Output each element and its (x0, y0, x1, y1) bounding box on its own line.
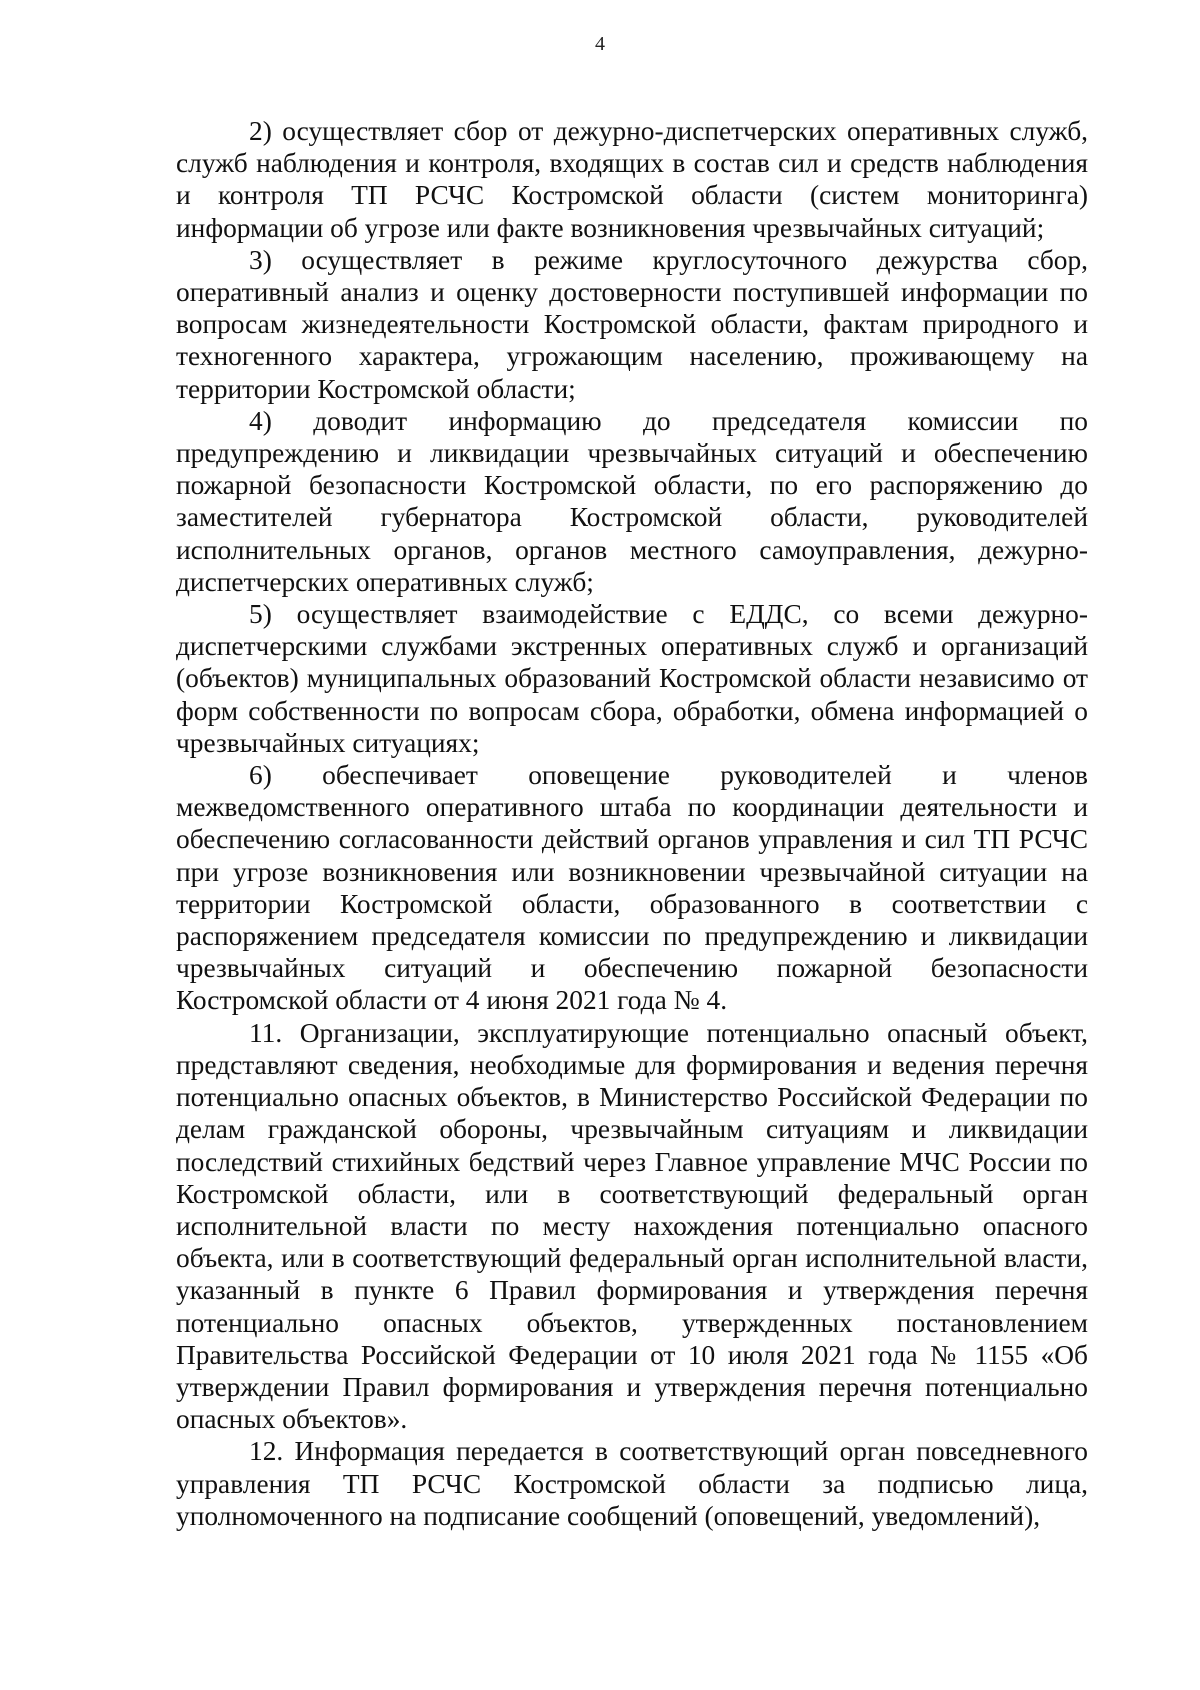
paragraph-item-5: 5) осуществляет взаимодействие с ЕДДС, со всеми дежурно-диспетчерскими службами экстренных оперативных служб и организаций (объектов) муниципальных образований Костромской области независимо от форм собственности по вопросам сбора, обработки, обмена информацией о чрезвычайных ситуациях; (176, 599, 1088, 758)
paragraph-item-4: 4) доводит информацию до председателя комиссии по предупреждению и ликвидации чрезвычайных ситуаций и обеспечению пожарной безопасности Костромской области, по его распоряжению до заместителей губернатора Костромской области, руководителей исполнительных органов, органов местного самоуправления, дежурно-диспетчерских оперативных служб; (176, 405, 1088, 597)
paragraph-item-6: 6) обеспечивает оповещение руководителей и членов межведомственного оперативного штаба по координации деятельности и обеспечению согласованности действий органов управления и сил ТП РСЧС при угрозе возникновения или возникновении чрезвычайной ситуации на территории Костромской области, образованного в соответствии с распоряжением председателя комиссии по предупреждению и ликвидации чрезвычайных ситуаций и обеспечению пожарной безопасности Костромской области от 4 июня 2021 года № 4. (176, 760, 1088, 1016)
paragraph-clause-11: 11. Организации, эксплуатирующие потенциально опасный объект, представляют сведения, необходимые для формирования и ведения перечня потенциально опасных объектов, в Министерство Российской Федерации по делам гражданской обороны, чрезвычайным ситуациям и ликвидации последствий стихийных бедствий через Главное управление МЧС России по Костромской области, или в соответствующий федеральный орган исполнительной власти по месту нахождения потенциально опасного объекта, или в соответствующий федеральный орган исполнительной власти, указанный в пункте 6 Правил формирования и утверждения перечня потенциально опасных объектов, утвержденных постановлением Правительства Российской Федерации от 10 июля 2021 года № 1155 «Об утверждении Правил формирования и утверждения перечня потенциально опасных объектов». (176, 1017, 1088, 1435)
document-body (176, 115, 1088, 1532)
paragraph-item-2: 2) осуществляет сбор от дежурно-диспетчерских оперативных служб, служб наблюдения и контроля, входящих в состав сил и средств наблюдения и контроля ТП РСЧС Костромской области (систем мониторинга) информации об угрозе или факте возникновения чрезвычайных ситуаций; (176, 116, 1088, 243)
paragraph-clause-12: 12. Информация передается в соответствующий орган повседневного управления ТП РСЧС Костромской области за подписью лица, уполномоченного на подписание сообщений (оповещений, уведомлений), (176, 1436, 1088, 1531)
paragraph-item-3: 3) осуществляет в режиме круглосуточного дежурства сбор, оперативный анализ и оценку достоверности поступившей информации по вопросам жизнедеятельности Костромской области, фактам природного и техногенного характера, угрожающим населению, проживающему на территории Костромской области; (176, 244, 1088, 404)
page-number: 4 (595, 33, 605, 55)
